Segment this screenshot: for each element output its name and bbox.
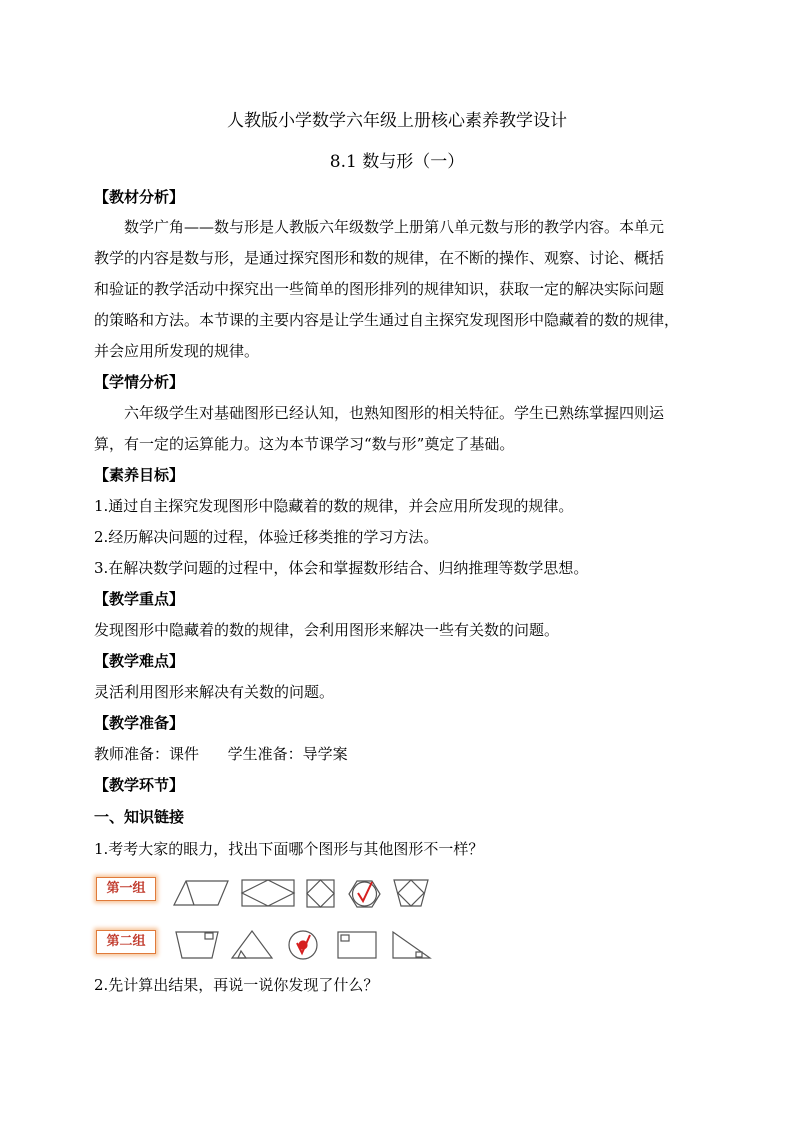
part1-heading: 一、知识链接 bbox=[94, 808, 185, 826]
preparation-text: 教师准备：课件 学生准备：导学案 bbox=[94, 745, 348, 763]
document-subtitle: 8.1 数与形（一） bbox=[329, 152, 465, 172]
goal-item: 2.经历解决问题的过程，体验迁移类推的学习方法。 bbox=[94, 528, 439, 546]
paragraph-line: 算，有一定的运算能力。这为本节课学习“数与形”奠定了基础。 bbox=[94, 435, 515, 453]
trapezoid-icon bbox=[176, 932, 218, 958]
parallelogram-icon bbox=[174, 881, 228, 905]
heading-key-points: 【教学重点】 bbox=[94, 590, 185, 608]
paragraph-line: 教学的内容是数与形，是通过探究图形和数的规律，在不断的操作、观察、讨论、概括 bbox=[94, 249, 665, 267]
heading-procedure: 【教学环节】 bbox=[94, 776, 185, 794]
heading-preparation: 【教学准备】 bbox=[94, 714, 185, 732]
heading-learner-analysis: 【学情分析】 bbox=[94, 373, 185, 391]
hexagon-checked-icon bbox=[349, 881, 380, 907]
triangle-icon bbox=[232, 931, 272, 958]
group-2-label: 第二组 bbox=[96, 930, 156, 954]
heading-difficulties: 【教学难点】 bbox=[94, 652, 185, 670]
paragraph-line: 的策略和方法。本节课的主要内容是让学生通过自主探究发现图形中隐藏着的数的规律， bbox=[94, 311, 680, 329]
heading-goals: 【素养目标】 bbox=[94, 466, 185, 484]
right-triangle-icon bbox=[393, 932, 430, 958]
question-2: 2.先计算出结果，再说一说你发现了什么？ bbox=[94, 976, 379, 994]
key-points-text: 发现图形中隐藏着的数的规律，会利用图形来解决一些有关数的问题。 bbox=[94, 621, 560, 639]
heading-textbook-analysis: 【教材分析】 bbox=[94, 188, 185, 206]
goal-item: 3.在解决数学问题的过程中，体会和掌握数形结合、归纳推理等数学思想。 bbox=[94, 559, 589, 577]
group-1-label: 第一组 bbox=[96, 877, 156, 901]
difficulties-text: 灵活利用图形来解决有关数的问题。 bbox=[94, 683, 335, 701]
pentagon-icon bbox=[394, 880, 428, 906]
question-1: 1.考考大家的眼力，找出下面哪个图形与其他图形不一样？ bbox=[94, 840, 484, 858]
rectangle-icon bbox=[338, 932, 376, 958]
circle-checked-icon bbox=[289, 931, 317, 959]
document-title: 人教版小学数学六年级上册核心素养教学设计 bbox=[227, 111, 567, 131]
rectangle-rhombus-icon bbox=[242, 880, 294, 906]
paragraph-line: 并会应用所发现的规律。 bbox=[94, 342, 260, 360]
square-diamond-icon bbox=[307, 880, 334, 907]
paragraph-line: 六年级学生对基础图形已经认知，也熟知图形的相关特征。学生已熟练掌握四则运 bbox=[124, 404, 665, 422]
paragraph-line: 和验证的教学活动中探究出一些简单的图形排列的规律知识，获取一定的解决实际问题 bbox=[94, 280, 665, 298]
paragraph-line: 数学广角——数与形是人教版六年级数学上册第八单元数与形的教学内容。本单元 bbox=[124, 218, 665, 236]
goal-item: 1.通过自主探究发现图形中隐藏着的数的规律，并会应用所发现的规律。 bbox=[94, 497, 574, 515]
